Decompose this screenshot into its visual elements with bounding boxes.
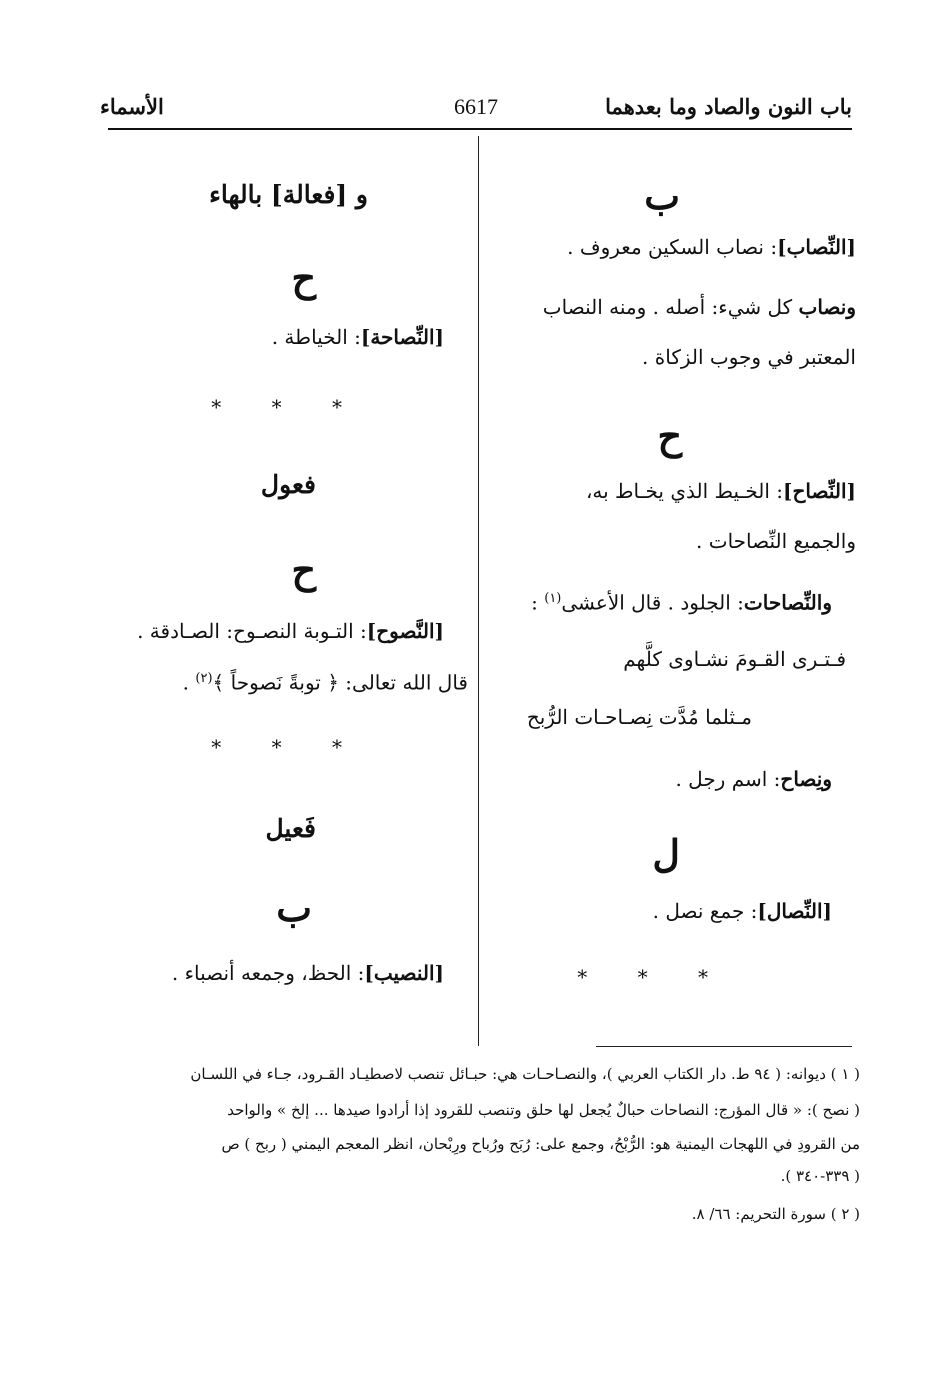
section-separator: * * * xyxy=(211,735,364,759)
chapter-title: باب النون والصاد وما بعدهما xyxy=(605,94,852,119)
pattern-heading-faul: فعول xyxy=(260,470,316,499)
letter-heading-ha: ح xyxy=(657,413,682,458)
letter-heading-ha: ح xyxy=(291,547,316,592)
footnote-1-line-3: من القرودِ في اللهجات اليمنية هو: الرُّبْحُ، وجمع على: رُبَح ورُباح ورِبْحان، انظر المعجم اليمني ( ربح ) ص xyxy=(221,1135,860,1153)
entry-nisab-2 xyxy=(543,292,856,322)
entry-term: ونِصاح xyxy=(780,767,832,791)
entry-text: : الخياطة . xyxy=(271,325,361,349)
entry-term: والنِّصاحات xyxy=(743,590,832,615)
page-header xyxy=(100,94,852,130)
entry-text: كل شيء: أصله . ومنه النصاب xyxy=(542,295,799,319)
entry-term: [النِّصاب] xyxy=(777,235,856,259)
entry-nisah-2 xyxy=(675,764,832,794)
header-rule xyxy=(108,128,852,130)
footnote-rule xyxy=(596,1046,852,1047)
quran-citation xyxy=(183,664,468,698)
entry-text: . xyxy=(182,670,196,695)
verse-line-1: فـتـرى القـومَ نشـاوى كلَّهم xyxy=(623,647,846,671)
entry-nisal xyxy=(653,896,832,926)
footnote-1-line-2: ( نصح ): « قال المؤرج: النصاحات حبالٌ يُجعل لها حلق وتنصب للقرود إذا أرادوا صيدها ... إلخ » والواحد xyxy=(227,1101,860,1119)
quran-text: قال الله تعالى: ﴿ توبةً نَصوحاً ﴾ xyxy=(212,670,468,695)
entry-nisaha xyxy=(272,322,444,352)
entry-text: : الجلود . قال الأعشى xyxy=(561,590,744,615)
entry-nasib xyxy=(172,958,444,988)
entry-term: [النِّصاح] xyxy=(783,479,856,503)
entry-text: : اسم رجل . xyxy=(675,767,781,791)
section-separator: * * * xyxy=(211,395,364,419)
entry-nisab xyxy=(567,232,856,262)
footnote-1-line-4: ( ٣٣٩-٣٤٠ ). xyxy=(780,1167,860,1185)
entry-text: : جمع نصل . xyxy=(652,899,758,923)
letter-heading-ba: ب xyxy=(644,173,680,218)
footnote-2: ( ٢ ) سورة التحريم: ٦٦/ ٨. xyxy=(691,1205,860,1223)
entry-nisah xyxy=(586,476,856,506)
verse-line-2: مـثلما مُدَّت نِصـاحـات الرُّبح xyxy=(526,705,752,729)
entry-nasuh xyxy=(137,616,444,646)
footnote-ref-2: (٢) xyxy=(195,671,213,686)
entry-term: [النِّصاحة] xyxy=(360,325,444,349)
entry-text: : الحظ، وجمعه أنصباء . xyxy=(171,961,365,985)
entry-text: : نصاب السكين معروف . xyxy=(567,235,778,259)
entry-text: : التـوبة النصـوح: الصـادقة . xyxy=(137,619,367,643)
pattern-heading-fiala: و [فعالة] بالهاء xyxy=(209,180,368,209)
section-separator: * * * xyxy=(577,965,730,989)
pattern-heading-fail: فَعيل xyxy=(265,814,316,843)
footnote-ref-1: (١) xyxy=(544,591,562,606)
letter-heading-ha: ح xyxy=(291,255,316,300)
entry-text: : الخـيط الذي يخـاط به، xyxy=(585,479,784,503)
entry-term: [النِّصال] xyxy=(757,899,832,923)
letter-heading-lam: ل xyxy=(652,831,680,876)
section-title: الأسماء xyxy=(100,94,164,119)
entry-nisah-cont: والجميع النِّصاحات . xyxy=(696,529,856,553)
entry-nisab-2-cont: المعتبر في وجوب الزكاة . xyxy=(642,345,856,369)
footnote-1-line-1: ( ١ ) ديوانه: ( ٩٤ ط. دار الكتاب العربي )، والنصـاحـات هي: حبـائل تنصب لاصطيـاد القـرود، جـاء في اللسـان xyxy=(190,1065,860,1083)
entry-text: : xyxy=(531,590,545,615)
column-divider xyxy=(478,136,479,1046)
entry-nisahat xyxy=(531,584,832,618)
entry-term: ونصاب xyxy=(798,295,856,319)
entry-term: [النصيب] xyxy=(364,961,444,985)
page-number: 6617 xyxy=(454,94,498,119)
letter-heading-ba: ب xyxy=(276,885,312,930)
entry-term: [النَّصوح] xyxy=(366,619,444,643)
